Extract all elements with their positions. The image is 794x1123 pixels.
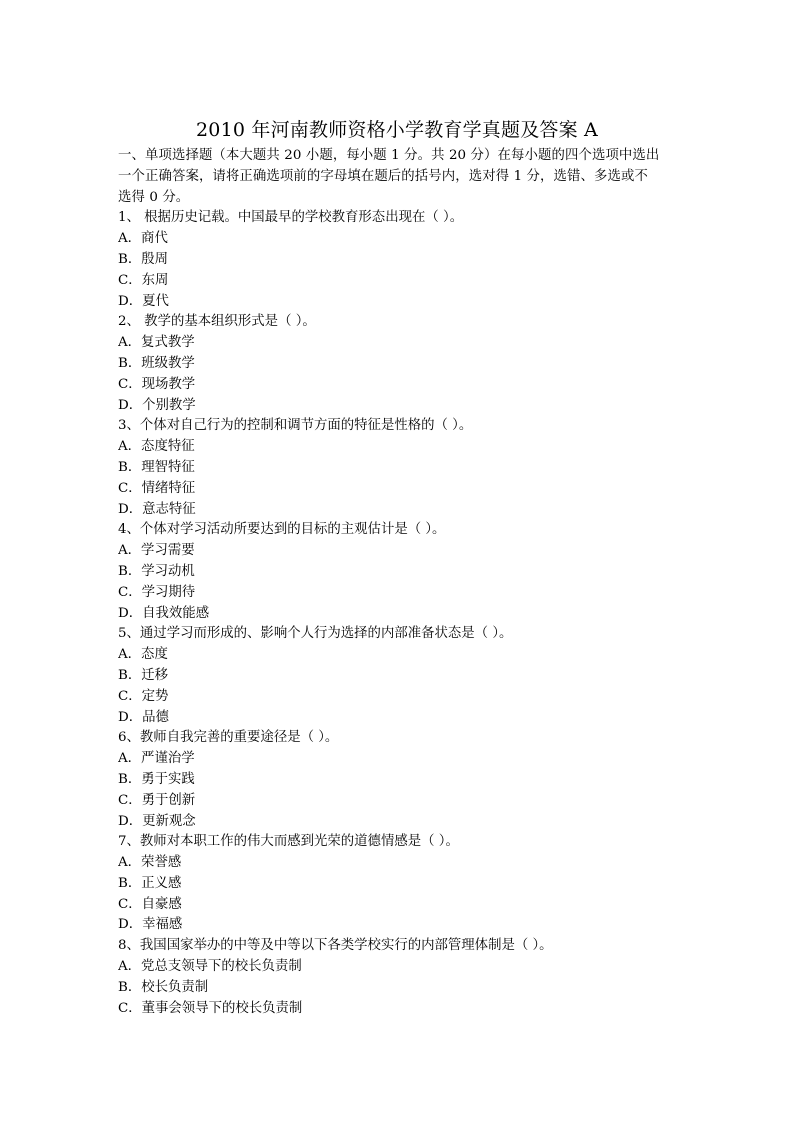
option-c: C．学习期待 (118, 584, 196, 600)
option-d: D．自我效能感 (118, 605, 210, 621)
question-4 (118, 520, 678, 624)
question-2 (118, 312, 678, 416)
option-b: B．殷周 (118, 251, 169, 267)
option-a: A．学习需要 (118, 543, 195, 559)
option-b: B．班级教学 (118, 355, 195, 371)
option-d: D．幸福感 (118, 917, 183, 933)
option-b: B．学习动机 (118, 563, 195, 579)
option-c: C．勇于创新 (118, 792, 196, 808)
question-stem: 6、教师自我完善的重要途径是（ ）。 (118, 730, 339, 746)
option-a: A．荣誉感 (118, 855, 182, 871)
option-b: B．勇于实践 (118, 771, 195, 787)
question-stem: 3、个体对自己行为的控制和调节方面的特征是性格的（ ）。 (118, 418, 473, 434)
section-instructions (118, 146, 678, 208)
option-a: A．商代 (118, 231, 168, 247)
option-a: A．党总支领导下的校长负责制 (118, 959, 302, 975)
option-b: B．正义感 (118, 875, 182, 891)
option-c: C．定势 (118, 688, 169, 704)
instruction-line: 一、单项选择题（本大题共 20 小题，每小题 1 分。共 20 分）在每小题的四个选项中选出 (118, 148, 660, 163)
question-7 (118, 832, 678, 936)
question-3 (118, 416, 678, 520)
option-b: B．校长负责制 (118, 979, 209, 995)
option-c: C．自豪感 (118, 896, 182, 912)
option-a: A．态度特征 (118, 439, 195, 455)
option-a: A．态度 (118, 647, 168, 663)
question-stem: 2、 教学的基本组织形式是（ ）。 (118, 314, 316, 330)
option-a: A．严谨治学 (118, 751, 195, 767)
instruction-line: 一个正确答案，请将正确选项前的字母填在题后的括号内，选对得 1 分，选错、多选或不 (118, 168, 648, 184)
document-title: 2010 年河南教师资格小学教育学真题及答案 A (196, 119, 598, 141)
question-8 (118, 936, 678, 1019)
option-c: C．东周 (118, 272, 169, 288)
question-stem: 8、我国国家举办的中等及中等以下各类学校实行的内部管理体制是（ ）。 (118, 938, 553, 954)
option-c: C．现场教学 (118, 376, 196, 392)
option-b: B．理智特征 (118, 459, 195, 475)
option-d: D．品德 (118, 709, 169, 725)
option-d: D．更新观念 (118, 813, 196, 829)
question-stem: 4、个体对学习活动所要达到的目标的主观估计是（ ）。 (118, 522, 446, 538)
option-c: C．董事会领导下的校长负责制 (118, 1000, 303, 1016)
option-d: D．个别教学 (118, 397, 196, 413)
question-stem: 1、 根据历史记载。中国最早的学校教育形态出现在（ ）。 (118, 210, 464, 226)
option-d: D．意志特征 (118, 501, 196, 517)
document-body (118, 146, 678, 1019)
question-1 (118, 208, 678, 312)
question-5 (118, 624, 678, 728)
option-c: C．情绪特征 (118, 480, 196, 496)
question-6 (118, 728, 678, 832)
question-stem: 5、通过学习而形成的、影响个人行为选择的内部准备状态是（ ）。 (118, 626, 513, 642)
option-d: D．夏代 (118, 293, 169, 309)
option-b: B．迁移 (118, 667, 169, 683)
option-a: A．复式教学 (118, 335, 195, 351)
instruction-line: 选得 0 分。 (118, 189, 190, 205)
question-stem: 7、教师对本职工作的伟大而感到光荣的道德情感是（ ）。 (118, 834, 459, 850)
